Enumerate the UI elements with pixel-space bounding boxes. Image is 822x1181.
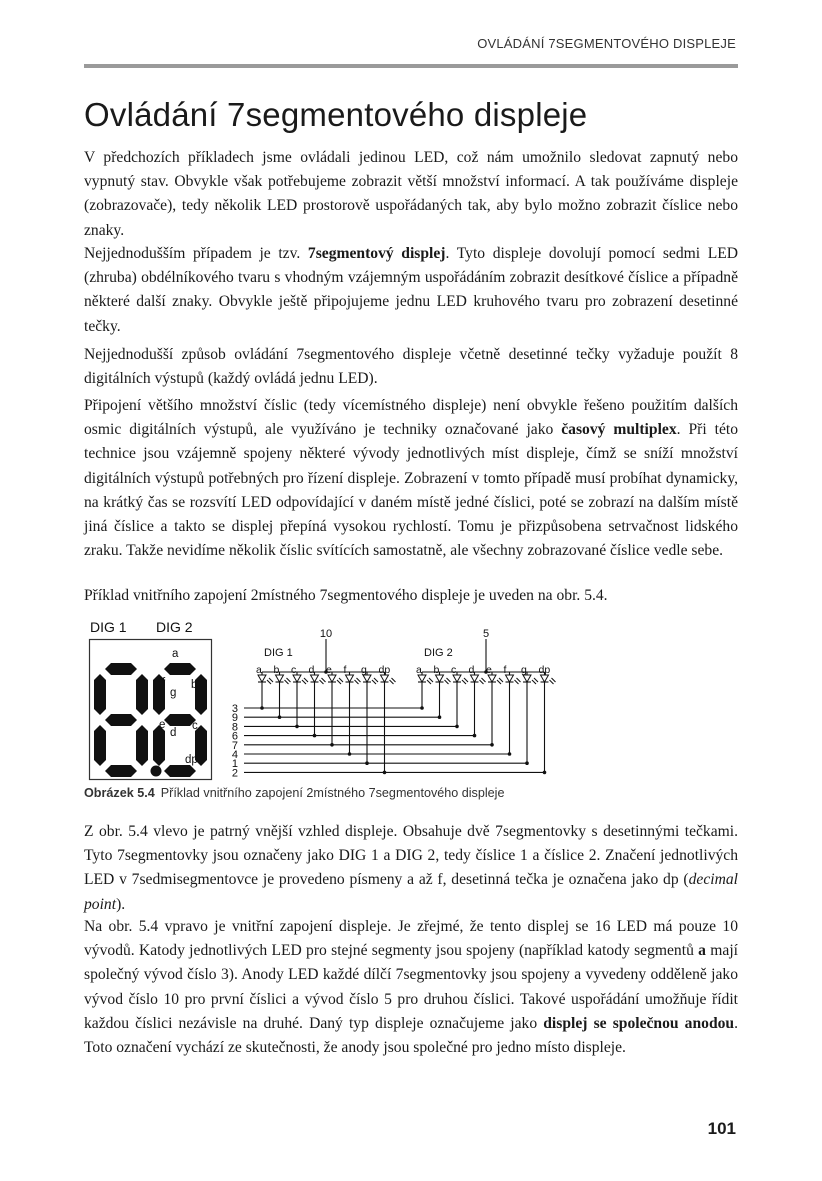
led-dig1-c xyxy=(293,675,301,682)
led-emission-dig1-f xyxy=(355,680,359,684)
led-label-dig1-d: d xyxy=(308,664,315,676)
led-label-dig1-dp: dp xyxy=(378,664,391,676)
led-emission-dig1-b xyxy=(285,680,289,684)
cathode-pin-label-b: 9 xyxy=(231,712,238,725)
led-label-dig1-e: e xyxy=(326,664,332,676)
paragraph-4-text: . Při této technice jsou vzájemně spojeny některé vývody jednotlivých míst displeje, čímž se sníží množství digitálních výstupů potřebných pro řízení displeje. Zobrazení v tomto případě musí probíhat dynamicky, na krátký čas se rozsvítí LED odpovídající v daném místě jedné číslici, poté se zobrazí na dalším místě jiná číslice a takto se displej přepíná vysokou rychlostí. Tomu je přizpůsobena setrvačnost lidského zraku. Takže nevidíme několik číslic svítících samostatně, ale všechny zobrazované číslice vedle sebe. xyxy=(84,421,738,560)
led-emission-dig2-d xyxy=(482,678,486,682)
paragraph-6-text: Z obr. 5.4 vlevo je patrný vnější vzhled displeje. Obsahuje dvě 7segmentovky s desetinnými tečkami. Tyto 7segmentovky jsou označeny jako DIG 1 a DIG 2, tedy číslice 1 a číslice 2. Značení jednotlivých LED v 7sedmisegmentovce je provedeno písmeny a až f, desetinná tečka je označena jako dp ( xyxy=(84,823,738,889)
caption-text: Příklad vnitřního zapojení 2místného 7segmentového displeje xyxy=(160,786,505,800)
led-emission-dig2-g xyxy=(534,678,538,682)
led-label-dig2-c: c xyxy=(451,664,457,676)
term-time-multiplex: časový multiplex xyxy=(561,421,677,439)
led-label-dig2-b: b xyxy=(433,664,440,676)
led-emission-dig2-d xyxy=(480,680,484,684)
led-label-dig1-g: g xyxy=(361,664,367,676)
led-dig1-dp xyxy=(381,675,389,682)
led-label-dig1-c: c xyxy=(291,664,297,676)
led-emission-dig1-g xyxy=(372,680,376,684)
segment-d-digit1 xyxy=(105,765,137,777)
caption-label: Obrázek 5.4 xyxy=(84,786,155,800)
led-emission-dig2-e xyxy=(499,678,503,682)
led-emission-dig1-e xyxy=(339,678,343,682)
led-emission-dig1-d xyxy=(322,678,326,682)
paragraph-2-text: Nejjednodušším případem je tzv. xyxy=(84,245,308,262)
paragraph-6 xyxy=(84,820,738,917)
paragraph-2 xyxy=(84,242,738,339)
segment-d-digit2 xyxy=(164,765,196,777)
segment-a-bold: a xyxy=(698,942,706,960)
figure-caption xyxy=(84,786,504,800)
paragraph-6-text: ). xyxy=(116,895,126,913)
led-label-dig2-f: f xyxy=(503,664,507,676)
led-emission-dig2-c xyxy=(462,680,466,684)
anode-pin-label-dig2: 5 xyxy=(482,628,490,640)
paragraph-7-text: mají společný vývod číslo 3). Anody LED každé dílčí 7segmentovky jsou spojeny a vyvedeny odděleně jako vývod číslo 10 pro první číslici a vývod číslo 5 pro druhou číslici. Takové uspořádání umožňuje řídit každou číslici nezávisle na druhé. Daný typ displeje označujeme jako xyxy=(84,942,738,1032)
segment-a-digit1 xyxy=(105,663,137,675)
cathode-pin-label-e: 7 xyxy=(231,739,238,752)
anode-pin-label-dig1: 10 xyxy=(319,628,333,640)
led-dig2-a xyxy=(418,675,426,682)
led-dig2-g xyxy=(523,675,531,682)
led-emission-dig2-f xyxy=(515,680,519,684)
led-emission-dig2-dp xyxy=(550,680,554,684)
led-emission-dig2-b xyxy=(445,680,449,684)
fig-dig2-label: DIG 2 xyxy=(156,619,193,635)
led-emission-dig1-g xyxy=(374,678,378,682)
led-emission-dig2-a xyxy=(429,678,433,682)
led-label-dig1-a: a xyxy=(256,664,262,676)
led-label-dig2-g: g xyxy=(521,664,527,676)
cathode-pin-label-f: 4 xyxy=(231,749,238,761)
led-dig2-d xyxy=(471,675,479,682)
group-label-dig1: DIG 1 xyxy=(264,647,293,659)
segment-f-digit1 xyxy=(94,674,106,715)
led-dig2-c xyxy=(453,675,461,682)
led-dig2-f xyxy=(506,675,514,682)
led-emission-dig1-dp xyxy=(390,680,394,684)
led-label-dig2-a: a xyxy=(416,664,422,676)
paragraph-4-text: Připojení většího množství číslic (tedy vícemístného displeje) není obvykle řešeno použitím dalších osmic digitálních výstupů, ale využíváno je techniky označované jako xyxy=(84,397,738,439)
led-emission-dig1-c xyxy=(304,678,308,682)
display-schematic-figure xyxy=(226,625,566,777)
led-dig2-e xyxy=(488,675,496,682)
paragraph-4 xyxy=(84,394,738,563)
term-common-anode-display: displej se společnou anodou xyxy=(543,1014,735,1032)
cathode-pin-label-d: 6 xyxy=(231,730,238,743)
seg-label-a: a xyxy=(172,648,179,660)
header-rule xyxy=(84,64,738,68)
group-label-dig2: DIG 2 xyxy=(424,647,453,659)
led-emission-dig2-c xyxy=(464,678,468,682)
segment-dp-digit1 xyxy=(151,766,162,777)
term-7segment-display: 7segmentový displej xyxy=(307,245,446,262)
page-number: 101 xyxy=(707,1119,736,1138)
led-emission-dig1-c xyxy=(302,680,306,684)
page-title: Ovládání 7segmentového displeje xyxy=(84,96,588,133)
segment-b-digit1 xyxy=(136,674,148,715)
led-emission-dig1-a xyxy=(267,680,271,684)
paragraph-5: Příklad vnitřního zapojení 2místného 7segmentového displeje je uveden na obr. 5.4. xyxy=(84,587,608,604)
led-dig1-b xyxy=(276,675,284,682)
led-label-dig2-e: e xyxy=(486,664,492,676)
seg-label-g: g xyxy=(170,687,177,699)
led-label-dig1-b: b xyxy=(273,664,280,676)
paragraph-1: V předchozích příkladech jsme ovládali jedinou LED, což nám umožnilo sledovat zapnutý nebo vypnutý stav. Obvykle však potřebujeme zobrazit větší množství informací. A tak používáme displeje (zobrazovače), tedy několik LED prostorově uspořádaných tak, aby bylo možno zobrazit číslice nebo znaky. xyxy=(84,149,738,239)
running-head: OVLÁDÁNÍ 7SEGMENTOVÉHO DISPLEJE xyxy=(477,36,736,51)
cathode-pin-label-g: 1 xyxy=(231,758,238,771)
term-decimal-point: decimal point xyxy=(84,871,738,913)
cathode-pin-label-c: 8 xyxy=(231,721,238,734)
led-emission-dig2-f xyxy=(517,678,521,682)
led-dig1-e xyxy=(328,675,336,682)
led-emission-dig2-b xyxy=(447,678,451,682)
paragraph-7-text: . Toto označení vychází ze skutečnosti, že anody jsou společné pro jedno místo displeje. xyxy=(84,1014,738,1057)
led-dig2-dp xyxy=(541,675,549,682)
cathode-pin-label-dp: 2 xyxy=(231,767,238,777)
display-appearance-figure xyxy=(84,615,216,783)
led-emission-dig2-dp xyxy=(552,678,556,682)
seg-label-f: f xyxy=(162,677,166,689)
paragraph-2-text: . Tyto displeje dovolují pomocí sedmi LED (zhruba) obdélníkového tvaru s vhodným vzájemným uspořádáním zobrazit desítkové číslice a případně některé další znaky. Obvykle ještě připojujeme jednu LED kruhového tvaru pro zobrazení desetinné tečky. xyxy=(84,245,739,335)
segment-e-digit2 xyxy=(153,725,165,766)
paragraph-7 xyxy=(84,915,738,1060)
led-label-dig2-d: d xyxy=(468,664,475,676)
paragraph-3: Nejjednodušší způsob ovládání 7segmentového displeje včetně desetinné tečky vyžaduje použít 8 digitálních výstupů (každý ovládá jednu LED). xyxy=(84,346,738,388)
seg-label-e: e xyxy=(159,719,166,731)
led-dig1-d xyxy=(311,675,319,682)
led-label-dig2-dp: dp xyxy=(538,664,551,676)
led-emission-dig1-e xyxy=(337,680,341,684)
segment-e-digit1 xyxy=(94,725,106,766)
seg-label-c: c xyxy=(192,720,198,732)
led-dig2-b xyxy=(436,675,444,682)
seg-label-dp: dp xyxy=(185,754,198,766)
led-emission-dig1-a xyxy=(269,678,273,682)
seg-label-b: b xyxy=(191,679,198,691)
led-dig1-f xyxy=(346,675,354,682)
led-emission-dig2-a xyxy=(427,680,431,684)
fig-dig1-label: DIG 1 xyxy=(90,619,127,635)
led-emission-dig1-f xyxy=(357,678,361,682)
led-dig1-g xyxy=(363,675,371,682)
segment-g-digit1 xyxy=(105,714,137,726)
paragraph-7-text: Na obr. 5.4 vpravo je vnitřní zapojení displeje. Je zřejmé, že tento displej se 16 LED má pouze 10 vývodů. Katody jednotlivých LED pro stejné segmenty jsou spojeny (například katody segmentů xyxy=(84,918,738,960)
led-emission-dig2-g xyxy=(532,680,536,684)
led-emission-dig1-b xyxy=(287,678,291,682)
segment-c-digit1 xyxy=(136,725,148,766)
led-dig1-a xyxy=(258,675,266,682)
led-emission-dig1-dp xyxy=(392,678,396,682)
led-emission-dig2-e xyxy=(497,680,501,684)
segment-a-digit2 xyxy=(164,663,196,675)
led-label-dig1-f: f xyxy=(343,664,347,676)
seg-label-d: d xyxy=(170,727,177,739)
cathode-pin-label-a: 3 xyxy=(231,703,238,715)
led-emission-dig1-d xyxy=(320,680,324,684)
